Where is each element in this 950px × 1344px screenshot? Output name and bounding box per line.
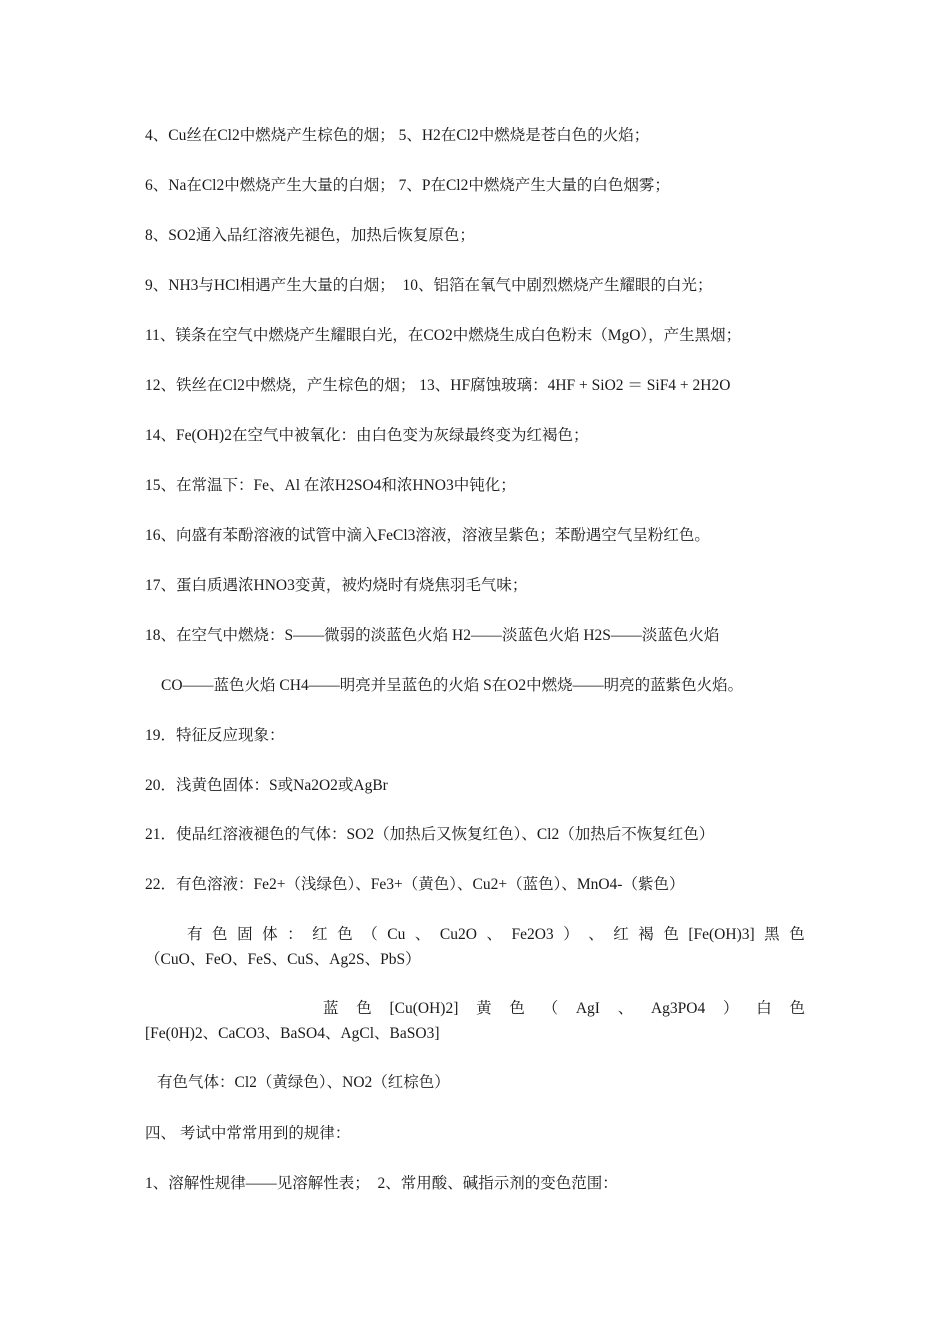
text-line-colored-gases: 有色气体：Cl2（黄绿色）、NO2（红棕色） <box>157 1074 450 1091</box>
justified-token: Cu2O <box>439 926 477 943</box>
text-line-colored-solids <box>187 925 805 945</box>
justified-token: （ <box>362 926 378 943</box>
text-line-11: 11、镁条在空气中燃烧产生耀眼白光，在CO2中燃烧生成白色粉末（MgO），产生黑烟； <box>145 327 742 344</box>
text-line-16: 16、向盛有苯酚溶液的试管中滴入FeCl3溶液，溶液呈紫色；苯酚遇空气呈粉红色。 <box>145 527 710 544</box>
text-line-21: 21．使品红溶液褪色的气体：SO2（加热后又恢复红色）、Cl2（加热后不恢复红色） <box>145 826 715 843</box>
text-line-8: 8、SO2通入品红溶液先褪色，加热后恢复原色； <box>145 227 475 244</box>
justified-token: [Fe(OH)3] <box>688 926 755 943</box>
justified-token: 、 <box>486 926 502 943</box>
text-line-colored-solids-2 <box>323 999 805 1019</box>
justified-token: Cu <box>387 926 406 943</box>
text-line-20: 20．浅黄色固体：S或Na2O2或AgBr <box>145 777 388 794</box>
justified-token: （ <box>542 1000 559 1017</box>
justified-token: 黑 <box>764 926 780 943</box>
justified-token: 色 <box>212 926 228 943</box>
justified-token: ） <box>563 926 579 943</box>
justified-token: 黄 <box>476 1000 492 1017</box>
justified-token: ： <box>287 926 303 943</box>
justified-token: Ag3PO4 <box>650 1000 706 1017</box>
section-heading-4: 四、 考试中常常用到的规律： <box>145 1125 351 1142</box>
text-line-18: 18、在空气中燃烧：S——微弱的淡蓝色火焰 H2——淡蓝色火焰 H2S——淡蓝色火焰 <box>145 627 720 644</box>
justified-token: 色 <box>337 926 353 943</box>
justified-token: 体 <box>262 926 278 943</box>
justified-token: AgI <box>575 1000 600 1017</box>
justified-token: 蓝 <box>323 1000 339 1017</box>
text-line-14: 14、Fe(OH)2在空气中被氧化：由白色变为灰绿最终变为红褐色； <box>145 427 589 444</box>
justified-token: 色 <box>663 926 679 943</box>
text-line-12-13: 12、铁丝在Cl2中燃烧，产生棕色的烟； 13、HF腐蚀玻璃：4HF + SiO2 ＝ SiF4 + 2H2O <box>145 377 731 394</box>
justified-token: ） <box>722 1000 739 1017</box>
justified-token: 色 <box>356 1000 372 1017</box>
justified-token: 、 <box>617 1000 634 1017</box>
text-line-6-7: 6、Na在Cl2中燃烧产生大量的白烟； 7、P在Cl2中燃烧产生大量的白色烟雾； <box>145 177 670 194</box>
justified-token: 色 <box>509 1000 525 1017</box>
justified-token: 色 <box>789 926 805 943</box>
justified-token: 红 <box>613 926 629 943</box>
justified-token: [Cu(OH)2] <box>389 1000 459 1017</box>
justified-token: 有 <box>187 926 203 943</box>
justified-token: 色 <box>789 1000 805 1017</box>
justified-token: 红 <box>312 926 328 943</box>
justified-token: 固 <box>237 926 253 943</box>
text-line-9-10: 9、NH3与HCl相遇产生大量的白烟； 10、铝箔在氧气中剧烈燃烧产生耀眼的白光； <box>145 277 713 294</box>
justified-token: Fe2O3 <box>511 926 554 943</box>
text-line-colored-solids-cont: （CuO、FeO、FeS、CuS、Ag2S、PbS） <box>145 951 421 968</box>
text-line-4-5: 4、Cu丝在Cl2中燃烧产生棕色的烟； 5、H2在Cl2中燃烧是苍白色的火焰； <box>145 127 650 144</box>
text-line-18-cont: CO——蓝色火焰 CH4——明亮并呈蓝色的火焰 S在O2中燃烧——明亮的蓝紫色火焰。 <box>161 677 744 694</box>
justified-token: 褐 <box>638 926 654 943</box>
justified-token: 白 <box>756 1000 772 1017</box>
text-line-17: 17、蛋白质遇浓HNO3变黄，被灼烧时有烧焦羽毛气味； <box>145 577 528 594</box>
text-line-colored-solids-2-cont: [Fe(0H)2、CaCO3、BaSO4、AgCl、BaSO3] <box>145 1025 440 1042</box>
justified-token: 、 <box>414 926 431 943</box>
justified-token: 、 <box>588 926 604 943</box>
text-line-22: 22．有色溶液：Fe2+（浅绿色）、Fe3+（黄色）、Cu2+（蓝色）、MnO4-（紫色） <box>145 876 685 893</box>
text-line-rules-1-2: 1、溶解性规律——见溶解性表； 2、常用酸、碱指示剂的变色范围： <box>145 1175 618 1192</box>
text-line-19: 19．特征反应现象： <box>145 727 285 744</box>
text-line-15: 15、在常温下：Fe、Al 在浓H2SO4和浓HNO3中钝化； <box>145 477 516 494</box>
